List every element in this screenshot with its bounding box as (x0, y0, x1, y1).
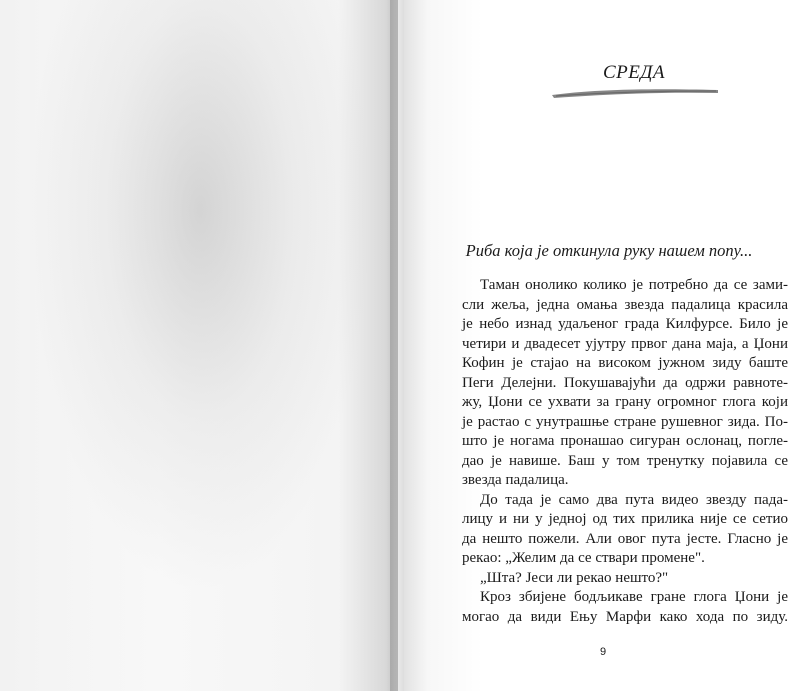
text-line: Кофин је стајао на високом јужном зиду баште (462, 355, 788, 371)
text-line: је растао с унутрашње стране рушевног зида. По- (462, 413, 788, 430)
text-line: могао да види Ењу Марфи како хода по зиду. (462, 608, 788, 625)
text-line: сли жеља, једна омања звезда падалица красила (462, 296, 788, 313)
text-line: „Шта? Јеси ли рекао нешто?" (480, 569, 669, 586)
page-number: 9 (600, 646, 607, 658)
text-line: четири и двадесет ујутру првог дана маја, а Џони (462, 335, 788, 352)
text-line: што је ногама пронашао сигуран ослонац, погле- (462, 433, 788, 449)
body-text (462, 276, 788, 627)
right-page (404, 0, 797, 691)
text-line: звезда падалица. (462, 472, 569, 488)
text-line: рекао: „Желим да се ствари промене". (462, 550, 705, 566)
text-line: жу, Џони се ухвати за грану огромног глога који (462, 394, 788, 410)
chapter-title: СРЕДА (602, 62, 666, 83)
text-line: Таман онолико колико је потребно да се зами- (480, 277, 788, 293)
text-line: До тада је само два пута видео звезду пада- (480, 491, 788, 508)
text-line: је небо изнад удаљеног града Килфурсе. Било је (462, 316, 788, 332)
text-line: Пеги Делејни. Покушавајући да одржи равноте- (462, 374, 788, 391)
epigraph: Риба која је откинула руку нашем попу... (465, 241, 753, 260)
text-line: лицу и ни у једној од тих прилика није се сетио (462, 511, 788, 527)
text-line: да нешто пожели. Али овог пута јесте. Гласно је (462, 530, 788, 547)
text-line: Кроз збијене бодљикаве гране глога Џони је (480, 589, 788, 605)
text-line: дао је навише. Баш у том тренутку појавила се (462, 452, 788, 469)
title-brush-stroke (550, 84, 720, 100)
left-page (0, 0, 398, 691)
